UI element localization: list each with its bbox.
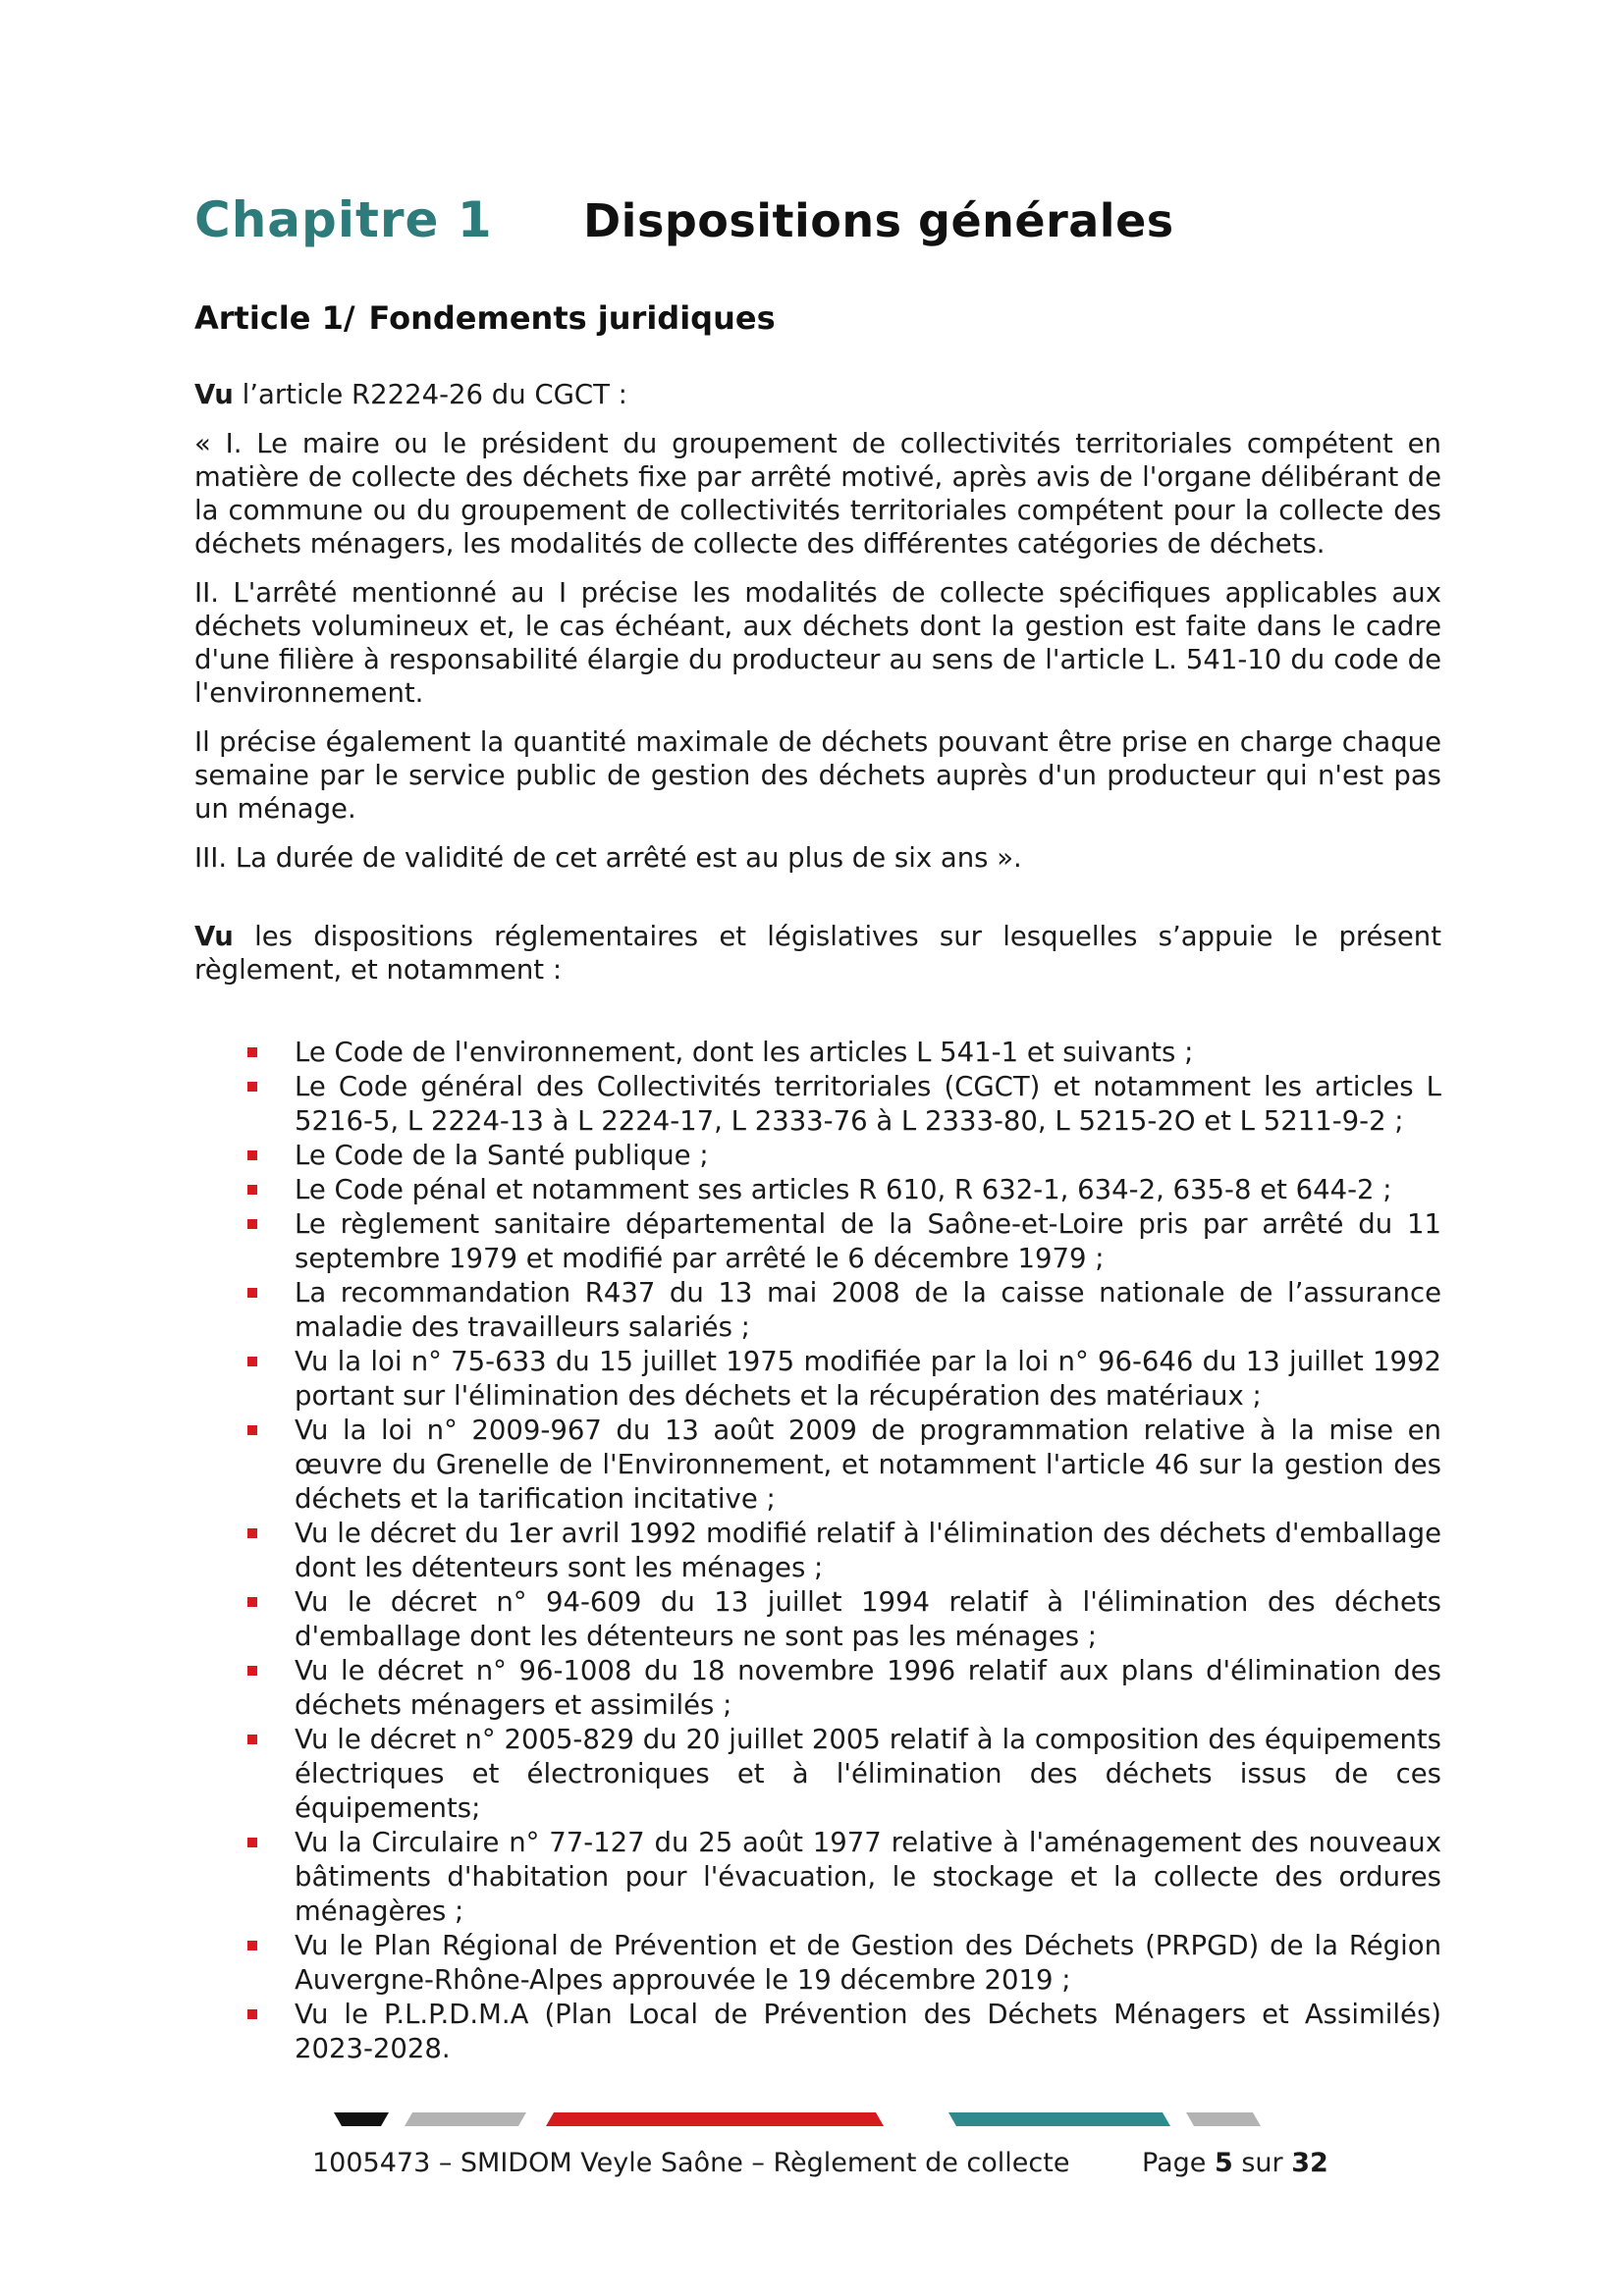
second-intro-vu: Vu — [194, 921, 234, 952]
stripe-red — [546, 2112, 884, 2126]
list-item: Vu la loi n° 75-633 du 15 juillet 1975 modifiée par la loi n° 96-646 du 13 juillet 1992 portant sur l'élimination des déchets et la récupération des matériaux ; — [194, 1345, 1441, 1414]
bullet-square-icon — [247, 1941, 257, 1950]
bullet-square-icon — [247, 1082, 257, 1092]
chapter-title: Dispositions générales — [583, 194, 1174, 247]
list-item: Vu le décret n° 94-609 du 13 juillet 1994 relatif à l'élimination des déchets d'emballage dont les détenteurs ne sont pas les ménages ; — [194, 1585, 1441, 1654]
bullet-square-icon — [247, 1528, 257, 1538]
chapter-number: Chapitre 1 — [194, 191, 493, 248]
second-intro-text: les dispositions réglementaires et législatives sur lesquelles s’appuie le présent règlement, et notamment : — [194, 921, 1441, 986]
list-item: Vu le décret du 1er avril 1992 modifié relatif à l'élimination des déchets d'emballage dont les détenteurs sont les ménages ; — [194, 1517, 1441, 1585]
article-heading — [194, 299, 1441, 337]
article-number: Article 1/ — [194, 299, 355, 337]
page-content — [194, 191, 1441, 2066]
list-item: Le Code de l'environnement, dont les articles L 541-1 et suivants ; — [194, 1036, 1441, 1070]
bullet-square-icon — [247, 1735, 257, 1744]
bullet-square-icon — [247, 1219, 257, 1229]
intro-text: l’article R2224-26 du CGCT : — [233, 379, 627, 410]
list-item: Le Code pénal et notamment ses articles R 610, R 632-1, 634-2, 635-8 et 644-2 ; — [194, 1173, 1441, 1207]
bullet-square-icon — [247, 1047, 257, 1057]
bullet-square-icon — [247, 1288, 257, 1298]
list-item: La recommandation R437 du 13 mai 2008 de la caisse nationale de l’assurance maladie des travailleurs salariés ; — [194, 1276, 1441, 1345]
bullet-square-icon — [247, 1357, 257, 1366]
list-item: Le règlement sanitaire départemental de la Saône-et-Loire pris par arrêté du 11 septembre 1979 et modifié par arrêté le 6 décembre 1979 ; — [194, 1207, 1441, 1276]
list-item: Vu la loi n° 2009-967 du 13 août 2009 de programmation relative à la mise en œuvre du Grenelle de l'Environnement, et notamment l'article 46 sur la gestion des déchets et la tarification incitative ; — [194, 1414, 1441, 1517]
current-page-number: 5 — [1214, 2148, 1233, 2178]
footer-page-indicator: Page 5 sur 32 — [1142, 2148, 1328, 2178]
bullet-square-icon — [247, 1597, 257, 1607]
stripe-gray — [405, 2112, 526, 2126]
bullet-square-icon — [247, 1838, 257, 1847]
footer-decoration — [334, 2112, 1267, 2126]
list-item: Vu le décret n° 96-1008 du 18 novembre 1996 relatif aux plans d'élimination des déchets ménagers et assimilés ; — [194, 1654, 1441, 1723]
total-pages-number: 32 — [1291, 2148, 1328, 2178]
second-intro-paragraph — [194, 920, 1441, 987]
bullet-square-icon — [247, 2009, 257, 2019]
list-item: Vu le Plan Régional de Prévention et de Gestion des Déchets (PRPGD) de la Région Auvergne-Rhône-Alpes approuvée le 19 décembre 2019 ; — [194, 1929, 1441, 1998]
list-item: Vu le P.L.P.D.M.A (Plan Local de Prévention des Déchets Ménagers et Assimilés) 2023-2028. — [194, 1998, 1441, 2066]
stripe-black — [334, 2112, 389, 2126]
stripe-gray — [1186, 2112, 1261, 2126]
list-item: Vu le décret n° 2005-829 du 20 juillet 2005 relatif à la composition des équipements électriques et électroniques et à l'élimination des déchets issus de ces équipements; — [194, 1723, 1441, 1826]
quote-paragraph: II. L'arrêté mentionné au I précise les modalités de collecte spécifiques applicables aux déchets volumineux et, le cas échéant, aux déchets dont la gestion est faite dans le cadre d'une filière à responsabilité élargie du producteur au sens de l'article L. 541-10 du code de l'environnement. — [194, 577, 1441, 709]
stripe-teal — [948, 2112, 1170, 2126]
quote-paragraph: Il précise également la quantité maximale de déchets pouvant être prise en charge chaque semaine par le service public de gestion des déchets auprès d'un producteur qui n'est pas un ménage. — [194, 726, 1441, 825]
quote-paragraph: III. La durée de validité de cet arrêté est au plus de six ans ». — [194, 842, 1022, 874]
legal-references-list — [194, 1036, 1441, 2066]
intro-vu: Vu — [194, 379, 234, 410]
bullet-square-icon — [247, 1425, 257, 1435]
quote-paragraph: « I. Le maire ou le président du groupement de collectivités territoriales compétent en matière de collecte des déchets fixe par arrêté motivé, après avis de l'organe délibérant de la commune ou du groupement de collectivités territoriales compétent pour la collecte des déchets ménagers, les modalités de collecte des différentes catégories de déchets. — [194, 428, 1441, 560]
list-item: Le Code de la Santé publique ; — [194, 1139, 1441, 1173]
bullet-square-icon — [247, 1150, 257, 1160]
chapter-heading — [194, 191, 1441, 248]
list-item: Vu la Circulaire n° 77-127 du 25 août 1977 relative à l'aménagement des nouveaux bâtiments d'habitation pour l'évacuation, le stockage et la collecte des ordures ménagères ; — [194, 1826, 1441, 1929]
article-title: Fondements juridiques — [368, 299, 776, 337]
intro-paragraph — [194, 378, 1441, 411]
footer-document-info: 1005473 – SMIDOM Veyle Saône – Règlement de collecte — [312, 2148, 1070, 2178]
bullet-square-icon — [247, 1666, 257, 1676]
list-item: Le Code général des Collectivités territoriales (CGCT) et notamment les articles L 5216-5, L 2224-13 à L 2224-17, L 2333-76 à L 2333-80, L 5215-2O et L 5211-9-2 ; — [194, 1070, 1441, 1139]
bullet-square-icon — [247, 1185, 257, 1195]
footer-stripe-icon — [334, 2112, 1267, 2126]
